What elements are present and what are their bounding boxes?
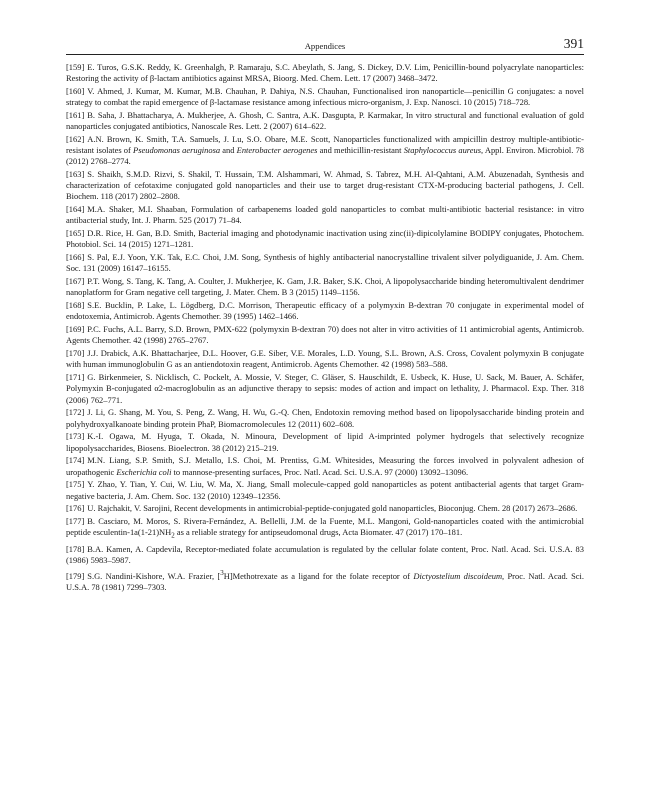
reference-item xyxy=(66,407,584,429)
reference-number: [159] xyxy=(66,62,85,72)
reference-text: Y. Zhao, Y. Tian, Y. Cui, W. Liu, W. Ma, X. Jiang, Small molecule-capped gold nanoparticles as potent antibacterial agents that target Gram-negative bacteria, J. Am. Chem. Soc. 132 (2010) 12349–12356. xyxy=(66,479,584,501)
reference-text: B. Saha, J. Bhattacharya, A. Mukherjee, A. Ghosh, C. Santra, A.K. Dasgupta, P. Karmakar, In vitro structural and functional evaluation of gold nanoparticles conjugated antibiotics, Nanoscale Res. Lett. 2 (2007) 614–622. xyxy=(66,110,584,132)
reference-text: B. Casciaro, M. Moros, S. Rivera-Fernández, A. Bellelli, J.M. de la Fuente, M.L. Mangoni, Gold-nanoparticles coated with the antimicrobial peptide esculentin-$1a(1-21)NH_2$ as a reliable strategy for antipseudomonal drugs, Acta Biomater. 47 (2017) 170–181. xyxy=(66,516,584,541)
reference-number: [177] xyxy=(66,516,85,527)
reference-number: [174] xyxy=(66,455,85,466)
section-title: Appendices xyxy=(304,41,346,51)
page xyxy=(66,36,584,595)
reference-number: [171] xyxy=(66,372,85,383)
reference-text: P.C. Fuchs, A.L. Barry, S.D. Brown, PMX-622 (polymyxin B-dextran 70) does not alter in vitro activities of 11 antimicrobial agents, Antimicrob. Agents Chemother. 42 (1998) 2765–2767. xyxy=(66,324,584,346)
reference-number: [162] xyxy=(66,134,85,144)
reference-item xyxy=(66,372,584,405)
reference-text: P.T. Wong, S. Tang, K. Tang, A. Coulter, J. Mukherjee, K. Gam, J.R. Baker, S.K. Choi, A lipopolysaccharide binding heteromultivalent dendrimer nanoplatform for Gram negative cell targeting, J. Mater. Chem. B 3 (2015) 1149–1156. xyxy=(66,276,584,298)
reference-number: [170] xyxy=(66,348,85,359)
reference-number: [165] xyxy=(66,228,85,239)
reference-list xyxy=(66,62,584,593)
reference-item xyxy=(66,324,584,346)
reference-number: [176] xyxy=(66,503,85,514)
reference-item xyxy=(66,455,584,477)
reference-text: E. Turos, G.S.K. Reddy, K. Greenhalgh, P. Ramaraju, S.C. Abeylath, S. Jang, S. Dickey, D.V. Lim, Penicillin-bound polyacrylate nanoparticles: Restoring the activity of β-lactam antibiotics against MRSA, Bioorg. Med. Chem. Lett. 17 (2007) 3468–3472. xyxy=(66,62,584,84)
reference-number: [167] xyxy=(66,276,85,287)
reference-number: [169] xyxy=(66,324,85,335)
reference-item xyxy=(66,86,584,108)
reference-item xyxy=(66,62,584,84)
reference-item xyxy=(66,276,584,298)
reference-item xyxy=(66,110,584,132)
reference-number: [173] xyxy=(66,431,85,442)
reference-number: [168] xyxy=(66,300,85,311)
reference-item xyxy=(66,228,584,250)
reference-item xyxy=(66,479,584,501)
reference-text: B.A. Kamen, A. Capdevila, Receptor-mediated folate accumulation is regulated by the cellular folate content, Proc. Natl. Acad. Sci. U.S.A. 83 (1986) 5983–5987. xyxy=(66,544,584,566)
reference-item xyxy=(66,503,584,514)
reference-text: J. Li, G. Shang, M. You, S. Peng, Z. Wang, H. Wu, G.-Q. Chen, Endotoxin removing method based on lipopolysaccharide binding protein and polyhydroxyalkanoate binding protein PhaP, Biomacromolecules 12 (2011) 602–608. xyxy=(66,407,584,429)
reference-text: D.R. Rice, H. Gan, B.D. Smith, Bacterial imaging and photodynamic inactivation using zinc(ii)-dipicolylamine BODIPY conjugates, Photochem. Photobiol. Sci. 14 (2015) 1271–1281. xyxy=(66,228,584,250)
reference-text: S. Pal, E.J. Yoon, Y.K. Tak, E.C. Choi, J.M. Song, Synthesis of highly antibacterial nanocrystalline trivalent silver polydiguanide, J. Am. Chem. Soc. 131 (2009) 16147–16155. xyxy=(66,252,584,274)
reference-text: S.G. Nandini-Kishore, W.A. Frazier, [$^3$H]Methotrexate as a ligand for the folate receptor of Dictyostelium discoideum, Proc. Natl. Acad. Sci. U.S.A. 78 (1981) 7299–7303. xyxy=(66,569,584,592)
reference-item xyxy=(66,516,584,542)
reference-text: S. Shaikh, S.M.D. Rizvi, S. Shakil, T. Hussain, T.M. Alshammari, W. Ahmad, S. Tabrez, M.H. Al-Qahtani, A.M. Abuzenadah, Synthesis and characterization of cefotaxime conjugated gold nanoparticles and their use to target drug-resistant CTX-M-producing bacterial pathogens, J. Cell. Biochem. 118 (2017) 2802–2808. xyxy=(66,169,584,202)
reference-number: [175] xyxy=(66,479,85,490)
reference-item xyxy=(66,348,584,370)
reference-text: G. Birkenmeier, S. Nicklisch, C. Pockelt, A. Mossie, V. Steger, C. Gläser, S. Hauschildt, E. Usbeck, K. Huse, U. Sack, M. Bauer, A. Schäfer, Polymyxin B-conjugated α2-macroglobulin as an adjunctive therapy to sepsis: modes of action and impact on lethality, J. Pharmacol. Exp. Ther. 318 (2006) 762–771. xyxy=(66,372,584,405)
reference-text: S.E. Bucklin, P. Lake, L. Lögdberg, D.C. Morrison, Therapeutic efficacy of a polymyxin B-dextran 70 conjugate in experimental model of endotoxemia, Antimicrob. Agents Chemother. 39 (1995) 1462–1466. xyxy=(66,300,584,322)
reference-item xyxy=(66,431,584,453)
reference-item xyxy=(66,252,584,274)
reference-text: V. Ahmed, J. Kumar, M. Kumar, M.B. Chauhan, P. Dahiya, N.S. Chauhan, Functionalised iron nanoparticle—penicillin G conjugates: a novel strategy to combat the rapid emergence of β-lactamase resistance among infectious micro-organism, J. Exp. Nanosci. 10 (2015) 718–728. xyxy=(66,86,584,108)
reference-item xyxy=(66,134,584,167)
reference-item xyxy=(66,568,584,593)
reference-number: [163] xyxy=(66,169,85,180)
running-header xyxy=(66,36,584,55)
reference-number: [166] xyxy=(66,252,85,263)
reference-text: J.J. Drabick, A.K. Bhattacharjee, D.L. Hoover, G.E. Siber, V.E. Morales, L.D. Young, S.L. Brown, A.S. Cross, Covalent polymyxin B conjugate with human immunoglobulin G as an antiendotoxin reagent, Antimicrob. Agents Chemother. 42 (1998) 583–588. xyxy=(66,348,584,370)
reference-number: [160] xyxy=(66,86,85,96)
page-number: 391 xyxy=(563,36,584,51)
reference-number: [178] xyxy=(66,544,85,554)
reference-number: [164] xyxy=(66,204,85,215)
reference-item xyxy=(66,169,584,202)
reference-item xyxy=(66,300,584,322)
reference-text: U. Rajchakit, V. Sarojini, Recent developments in antimicrobial-peptide-conjugated gold nanoparticles, Bioconjug. Chem. 28 (2017) 2673–2686. xyxy=(87,503,578,514)
reference-text: K.-I. Ogawa, M. Hyuga, T. Okada, N. Minoura, Development of lipid A-imprinted polymer hydrogels that selectively recognize lipopolysaccharides, Biosens. Bioelectron. 38 (2012) 215–219. xyxy=(66,431,584,453)
reference-number: [161] xyxy=(66,110,85,120)
reference-text: M.N. Liang, S.P. Smith, S.J. Metallo, I.S. Choi, M. Prentiss, G.M. Whitesides, Measuring the forces involved in polyvalent adhesion of uropathogenic Escherichia coli to mannose-presenting surfaces, Proc. Natl. Acad. Sci. U.S.A. 97 (2000) 13092–13096. xyxy=(66,455,584,477)
reference-text: A.N. Brown, K. Smith, T.A. Samuels, J. Lu, S.O. Obare, M.E. Scott, Nanoparticles functionalized with ampicillin destroy multiple-antibiotic-resistant isolates of Pseudomonas aeruginosa and Enterobacter aerogenes and methicillin-resistant Staphylococcus aureus, Appl. Environ. Microbiol. 78 (2012) 2768–2774. xyxy=(66,134,585,167)
reference-item xyxy=(66,544,584,566)
reference-number: [172] xyxy=(66,407,85,418)
reference-number: [179] xyxy=(66,570,85,581)
reference-item xyxy=(66,204,584,226)
reference-text: M.A. Shaker, M.I. Shaaban, Formulation of carbapenems loaded gold nanoparticles to combat multi-antibiotic bacterial resistance: in vitro antibacterial study, Int. J. Pharm. 525 (2017) 71–84. xyxy=(66,204,584,226)
